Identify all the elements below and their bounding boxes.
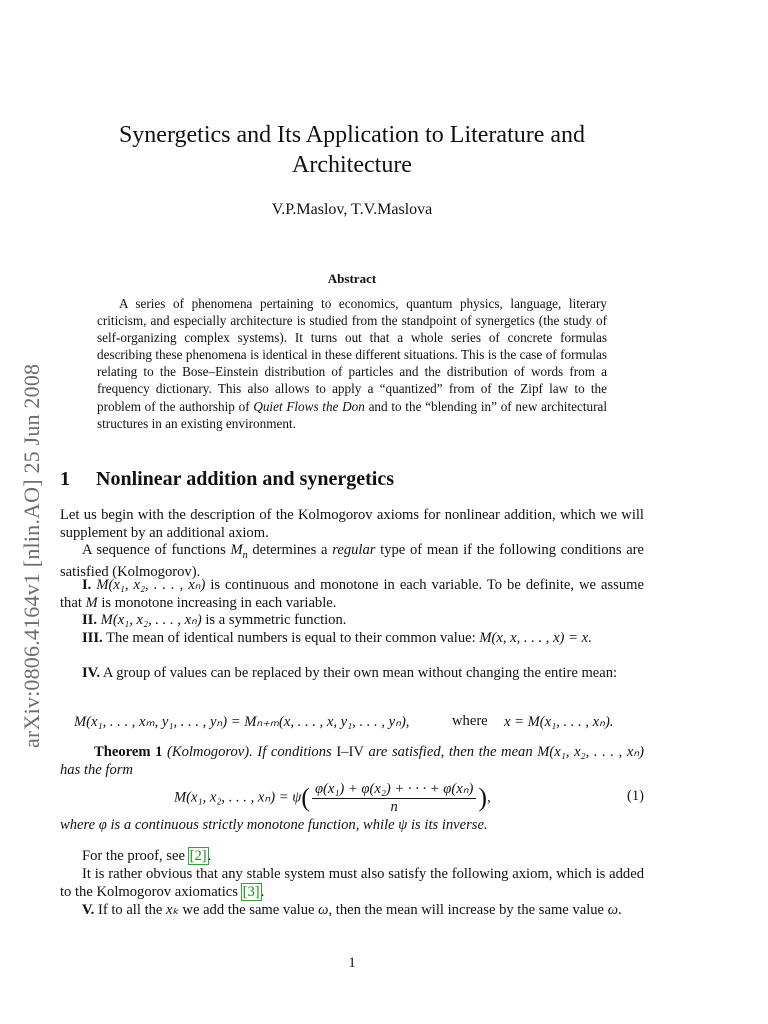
section-heading — [60, 468, 644, 491]
math-subscript: n — [242, 549, 248, 561]
abstract-text — [97, 295, 607, 432]
text: It is rather obvious that any stable system must also satisfy the following axiom, which is added to the Kolmogorov axiomatics — [60, 866, 644, 900]
equation-rhs: x = M(x₁, . . . , xₙ). — [504, 714, 614, 730]
equation-fraction — [312, 780, 476, 816]
axiom-label: IV. — [82, 665, 100, 681]
text: has the form — [60, 761, 133, 778]
theorem-label: Theorem 1 — [94, 744, 163, 760]
axiom-V — [60, 902, 644, 920]
theorem-where-clause: where φ is a continuous strictly monotone function, while ψ is its inverse. — [60, 817, 488, 833]
equation-lhs: M(x₁, x₂, . . . , xₙ) = ψ — [174, 789, 302, 806]
axiom-label: I. — [82, 577, 92, 593]
equation-where: where — [452, 713, 488, 729]
math-expression: M(x, x, . . . , x) = x — [479, 630, 589, 646]
fraction-denominator: n — [390, 799, 398, 815]
text: , then the mean will increase by the same value — [328, 902, 608, 918]
paper-title: Synergetics and Its Application to Literature and Architecture — [118, 122, 586, 178]
axiom-I — [60, 577, 644, 612]
math-expression: M(x₁, x₂, . . . , xₙ) — [100, 612, 202, 628]
axiom-label: V. — [82, 902, 95, 918]
text: is a symmetric function. — [201, 612, 347, 628]
text: determines a — [247, 542, 333, 558]
section-title: Nonlinear addition and synergetics — [96, 468, 394, 490]
text: . — [618, 902, 622, 918]
emphasis-regular: regular — [332, 542, 376, 558]
math-omega: ω — [607, 902, 618, 918]
text: If to all the — [94, 902, 167, 918]
text: A group of values can be replaced by their own mean without changing the entire mean: — [100, 665, 618, 681]
math-expression: M(x₁, x₂, . . . , xₙ) — [96, 577, 206, 593]
page-number: 1 — [348, 955, 356, 971]
text: are satisfied, then the mean — [363, 744, 538, 760]
theorem-1 — [60, 744, 644, 779]
axiom-III: III. The mean of identical numbers is equal to their common value: M(x, x, . . . , x) = x. — [82, 630, 592, 646]
citation-link[interactable]: [3] — [242, 883, 260, 900]
axiom-label: III. — [82, 630, 103, 646]
text: is continuous and monotone in each variable. To be definite, we assume that — [60, 577, 644, 611]
arxiv-identifier-stamp: arXiv:0806.4164v1 [nlin.AO] 25 Jun 2008 — [19, 363, 44, 748]
text: is monotone increasing in each variable. — [97, 594, 337, 611]
abstract-heading: Abstract — [327, 271, 377, 286]
paragraph-regular-mean — [60, 542, 644, 582]
equation-1 — [60, 780, 644, 820]
text: If conditions — [252, 744, 337, 760]
axiom-IV — [60, 665, 644, 683]
citation-link[interactable]: [2] — [189, 848, 207, 864]
text: For the proof, see — [82, 848, 189, 864]
math-omega: ω — [318, 902, 329, 918]
paren-close: ) — [478, 783, 488, 812]
section-number: 1 — [60, 468, 70, 490]
abstract-book-title: Quiet Flows the Don — [253, 398, 365, 414]
axiom-label: II. — [82, 612, 98, 628]
abstract-text-part: A series of phenomena pertaining to economics, quantum physics, language, literary criticism, and especially architecture is studied from the standpoint of synergetics (the study of self-organizing complex systems). It turns out that a whole series of concrete formulas describing these phenomena is identical in these different situations. This is the case of formulas relating to the Bose–Einstein distribution of particles and the distribution of words from a frequency dictionary. This also allows to apply a “quantized” from of the Zipf law to the problem of the authorship of — [97, 296, 607, 414]
theorem-conditions: I–IV — [336, 744, 364, 760]
paragraph-intro: Let us begin with the description of the Kolmogorov axioms for nonlinear addition, which we will supplement by an additional axiom. — [60, 507, 644, 541]
equation-lhs: M(x₁, . . . , xₘ, y₁, . . . , yₙ) = Mₙ₊ₘ(x, . . . , x, y₁, . . . , yₙ), — [74, 714, 410, 730]
text: . — [207, 848, 212, 864]
axiom-II — [60, 612, 644, 630]
paragraph-proof — [60, 848, 644, 866]
equation-1-body: M(x₁, x₂, . . . , xₙ) = ψ( $\frac{\text{φ(x₁) + φ(x₂) + · · · + φ(xₙ)}}{n}$ ), — [174, 781, 491, 815]
theorem-attribution: (Kolmogorov). — [166, 744, 253, 760]
text: The mean of identical numbers is equal to their common value: — [102, 630, 480, 646]
paper-authors: V.P.Maslov, T.V.Maslova — [271, 201, 433, 218]
abstract-text-part: and to the “blending in” of new architectural structures in an existing environment. — [97, 398, 607, 431]
math-M: M — [230, 542, 243, 558]
paragraph-stable-system — [60, 866, 644, 901]
text: we add the same value — [178, 902, 319, 918]
math-xk: xₖ — [166, 902, 179, 918]
math-expression: M(x₁, x₂, . . . , xₙ) — [537, 744, 645, 760]
paren-open: ( — [301, 783, 310, 812]
text: type of mean if the following conditions are satisfied (Kolmogorov). — [60, 542, 645, 581]
math-M: M — [85, 594, 98, 611]
text: . — [260, 883, 265, 900]
fraction-numerator: φ(x₁) + φ(x₂) + · · · + φ(xₙ) — [312, 780, 476, 799]
equation-number: (1) — [626, 788, 644, 804]
text: A sequence of functions — [82, 542, 231, 558]
